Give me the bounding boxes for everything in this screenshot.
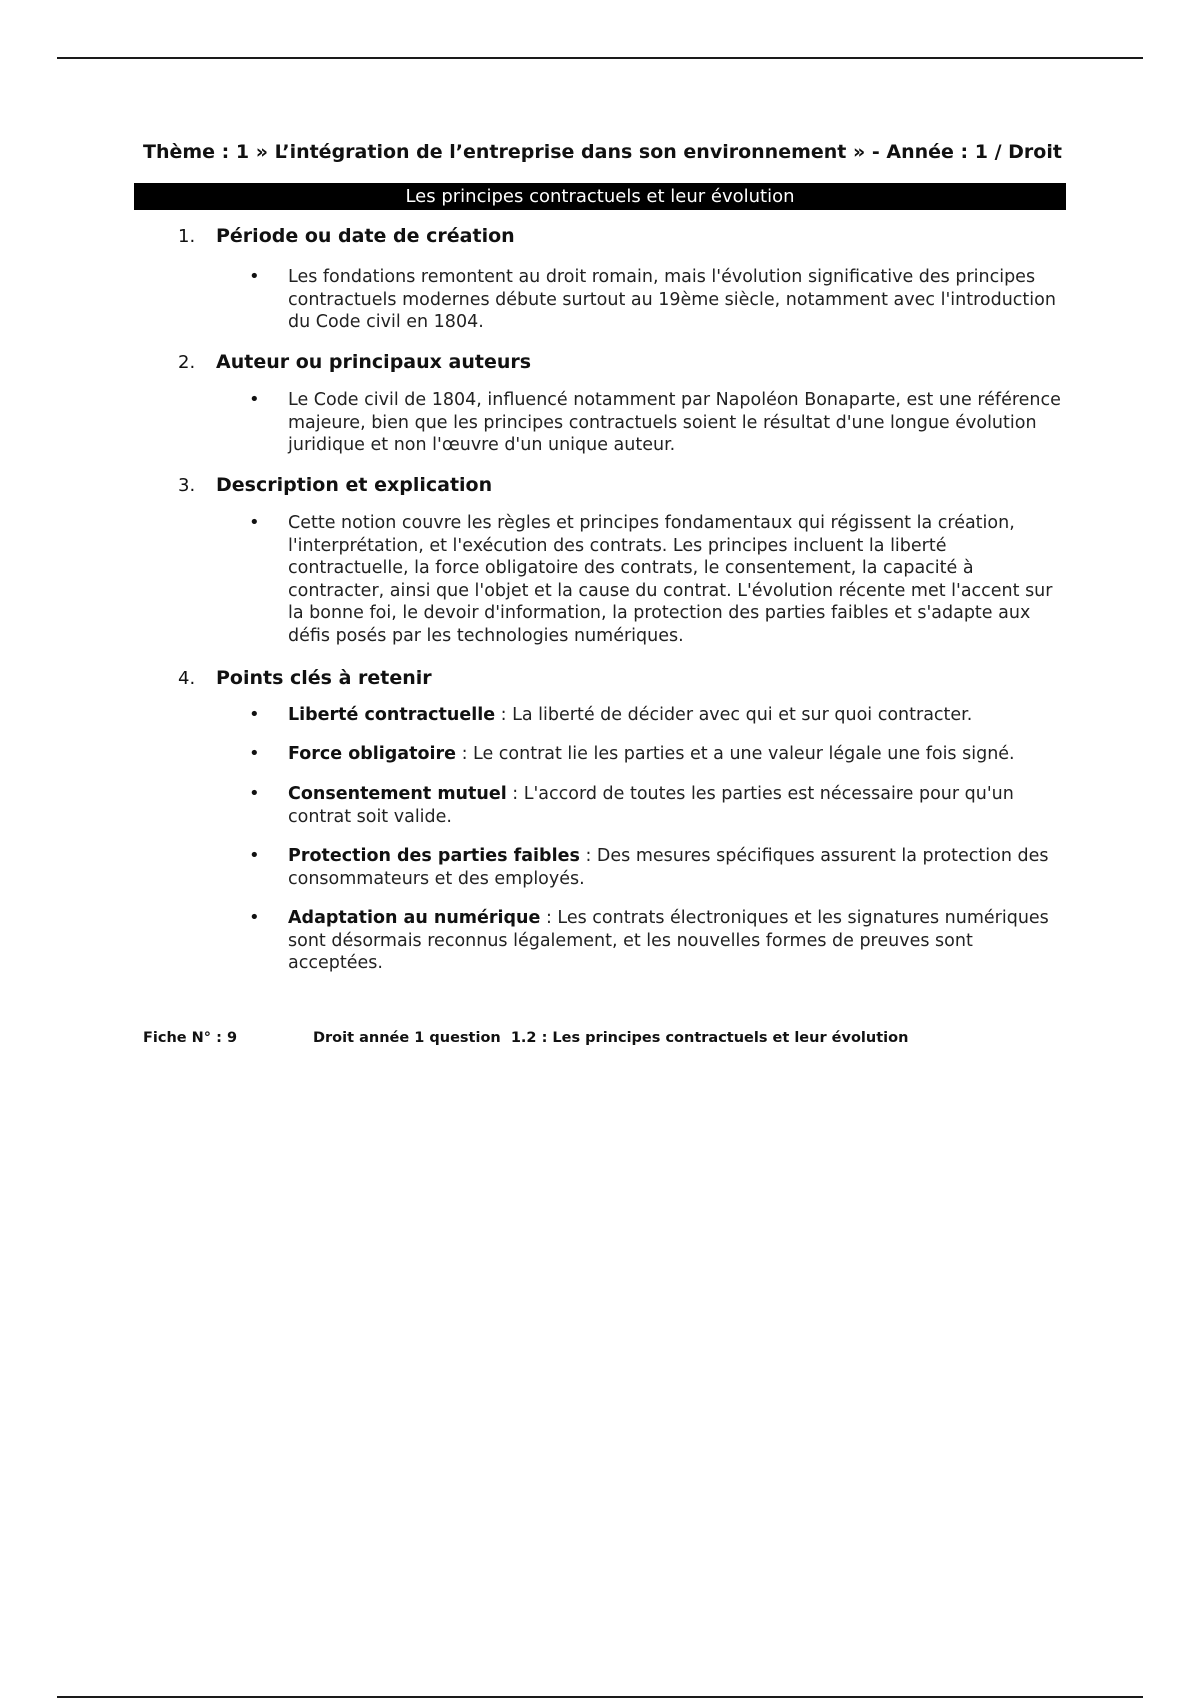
bullet-icon: • — [249, 743, 260, 764]
key-point-text: : Les contrats électroniques et les signatures numériques sont désormais reconnus légalement, et les nouvelles formes de preuves sont acceptées. — [288, 908, 1049, 973]
bullet-icon: • — [249, 389, 260, 410]
key-point-term: Protection des parties faibles — [288, 846, 580, 866]
paragraph: Cette notion couvre les règles et principes fondamentaux qui régissent la création, l'interprétation, et l'exécution des contrats. Les principes incluent la liberté contractuelle, la force obligatoire des contrats, le consentement, la capacité à contracter, ainsi que l'objet et la cause du contrat. L'évolution récente met l'accent sur la bonne foi, le devoir d'information, la protection des parties faibles et s'adapte aux défis posés par les technologies numériques. — [288, 513, 1053, 646]
bullet-icon: • — [249, 266, 260, 287]
key-point-text: : La liberté de décider avec qui et sur quoi contracter. — [495, 705, 973, 725]
section-number: 4. — [178, 668, 196, 689]
theme-heading: Thème : 1 » L’intégration de l’entreprise dans son environnement » - Année : 1 / Droit — [143, 141, 1062, 163]
section-number: 3. — [178, 475, 196, 496]
banner-title: Les principes contractuels et leur évolution — [405, 186, 795, 207]
section-title: Auteur ou principaux auteurs — [216, 351, 532, 373]
bottom-rule — [57, 1696, 1143, 1698]
section-title: Points clés à retenir — [216, 667, 432, 689]
fiche-number: Fiche N° : 9 — [143, 1030, 238, 1046]
key-point-text: : Le contrat lie les parties et a une valeur légale une fois signé. — [456, 744, 1015, 764]
key-point-term: Adaptation au numérique — [288, 908, 541, 928]
key-point — [288, 743, 1068, 766]
fiche-subject: Droit année 1 question 1.2 : Les principes contractuels et leur évolution — [313, 1030, 909, 1046]
key-point-term: Liberté contractuelle — [288, 705, 496, 725]
key-point — [288, 704, 1068, 727]
key-point — [288, 783, 1068, 828]
bullet-icon: • — [249, 783, 260, 804]
title-banner — [134, 183, 1066, 210]
bullet-icon: • — [249, 845, 260, 866]
paragraph: Les fondations remontent au droit romain, mais l'évolution significative des principes contractuels modernes débute surtout au 19ème siècle, notamment avec l'introduction du Code civil en 1804. — [288, 267, 1056, 332]
key-point-term: Force obligatoire — [288, 744, 457, 764]
key-point-text: : L'accord de toutes les parties est nécessaire pour qu'un contrat soit valide. — [288, 784, 1014, 827]
key-point — [288, 845, 1068, 890]
key-point-text: : Des mesures spécifiques assurent la protection des consommateurs et des employés. — [288, 846, 1049, 889]
paragraph: Le Code civil de 1804, influencé notamment par Napoléon Bonaparte, est une référence majeure, bien que les principes contractuels soient le résultat d'une longue évolution juridique et non l'œuvre d'un unique auteur. — [288, 390, 1061, 455]
key-point — [288, 907, 1068, 975]
bullet-icon: • — [249, 907, 260, 928]
section-number: 1. — [178, 226, 196, 247]
bullet-icon: • — [249, 704, 260, 725]
top-rule — [57, 57, 1143, 59]
section-title: Période ou date de création — [216, 225, 515, 247]
bullet-icon: • — [249, 512, 260, 533]
key-point-term: Consentement mutuel — [288, 784, 507, 804]
section-number: 2. — [178, 352, 196, 373]
section-title: Description et explication — [216, 474, 493, 496]
